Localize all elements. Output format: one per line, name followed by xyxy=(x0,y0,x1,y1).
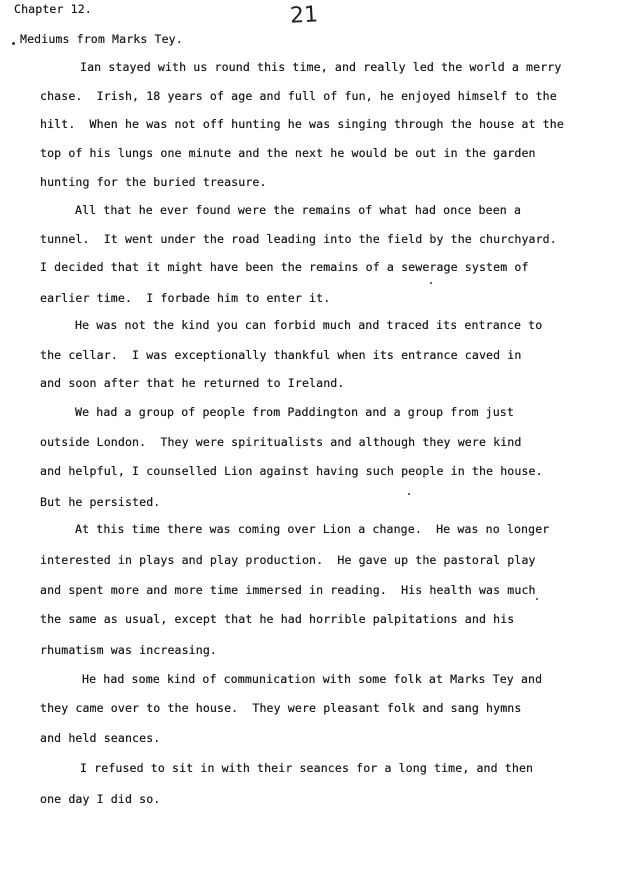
text-line: top of his lungs one minute and the next he would be out in the garden xyxy=(40,146,536,160)
text-line: hilt. When he was not off hunting he was singing through the house at the xyxy=(40,117,564,131)
page-number: 21 xyxy=(289,2,319,29)
text-line: I refused to sit in with their seances for a long time, and then xyxy=(80,761,534,775)
scan-speck xyxy=(408,493,410,495)
text-line: the same as usual, except that he had horrible palpitations and his xyxy=(40,612,515,626)
section-title: Mediums from Marks Tey. xyxy=(20,32,183,46)
text-line: and soon after that he returned to Ireland. xyxy=(40,376,345,390)
text-line: they came over to the house. They were pleasant folk and sang hymns xyxy=(40,701,522,715)
text-line: outside London. They were spiritualists and although they were kind xyxy=(40,435,522,449)
text-line: the cellar. I was exceptionally thankful when its entrance caved in xyxy=(40,348,522,362)
text-line: rhumatism was increasing. xyxy=(40,643,218,657)
scan-speck xyxy=(12,42,15,45)
text-line: I decided that it might have been the remains of a sewerage system of xyxy=(40,260,529,274)
text-line: At this time there was coming over Lion a change. He was no longer xyxy=(75,522,550,536)
text-line: We had a group of people from Paddington and a group from just xyxy=(75,405,514,419)
text-line: Ian stayed with us round this time, and really led the world a merry xyxy=(80,60,562,74)
text-line: earlier time. I forbade him to enter it. xyxy=(40,291,331,305)
text-line: and spent more and more time immersed in reading. His health was much xyxy=(40,583,536,597)
text-line: and helpful, I counselled Lion against having such people in the house. xyxy=(40,464,543,478)
text-line: But he persisted. xyxy=(40,495,161,509)
text-line: chase. Irish, 18 years of age and full of fun, he enjoyed himself to the xyxy=(40,89,557,103)
scan-speck xyxy=(536,598,538,600)
text-line: and held seances. xyxy=(40,731,161,745)
scan-speck xyxy=(430,282,432,284)
text-line: interested in plays and play production. He gave up the pastoral play xyxy=(40,553,536,567)
text-line: He was not the kind you can forbid much and traced its entrance to xyxy=(75,318,543,332)
text-line: hunting for the buried treasure. xyxy=(40,175,267,189)
chapter-heading: Chapter 12. xyxy=(14,2,92,16)
text-line: He had some kind of communication with some folk at Marks Tey and xyxy=(82,672,543,686)
text-line: tunnel. It went under the road leading into the field by the churchyard. xyxy=(40,232,557,246)
text-line: All that he ever found were the remains of what had once been a xyxy=(75,203,522,217)
text-line: one day I did so. xyxy=(40,792,161,806)
